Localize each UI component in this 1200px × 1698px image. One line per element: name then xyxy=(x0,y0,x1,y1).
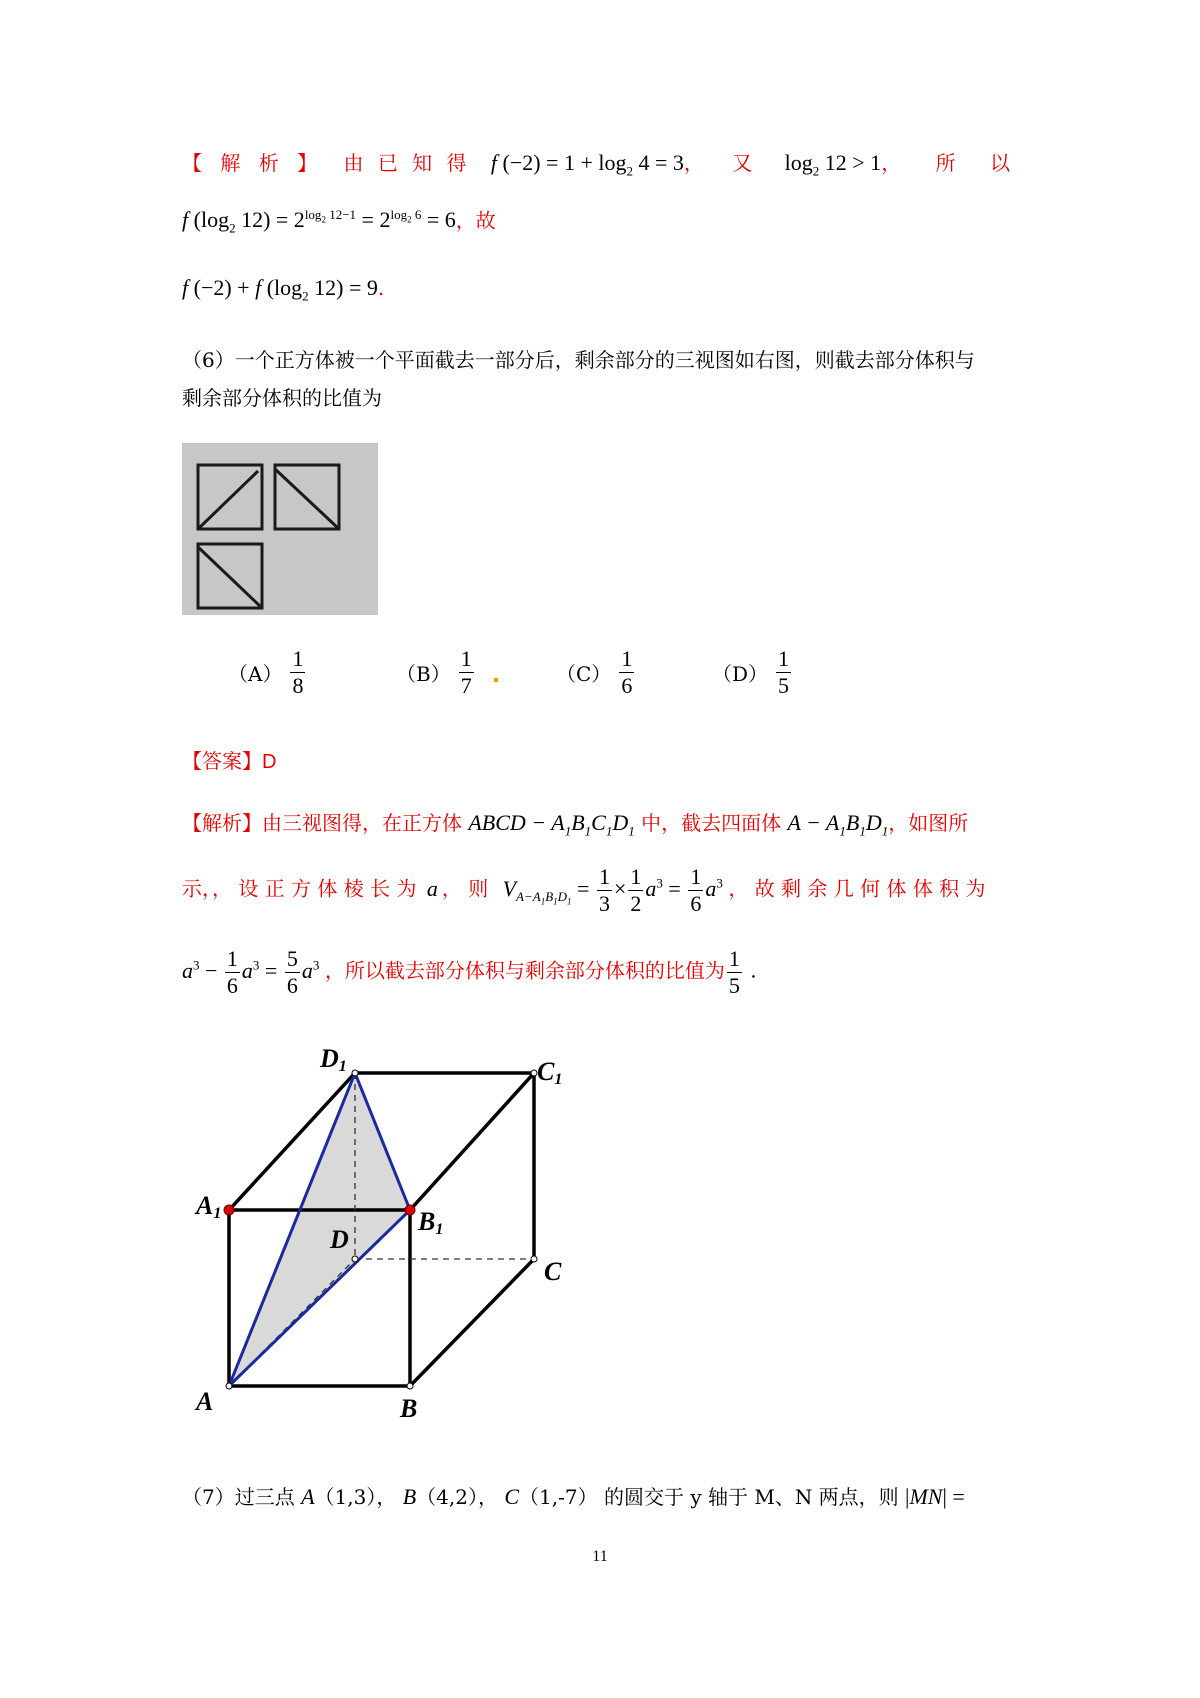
label-A1: A1 xyxy=(196,1191,222,1222)
three-view-figure xyxy=(182,443,378,615)
label-A: A xyxy=(196,1387,214,1416)
prev-text-4: 故 xyxy=(475,208,496,233)
formula-cube-name: ABCD − $A_1B_1C_1D_1$ xyxy=(468,810,635,839)
option-c-den: 6 xyxy=(621,673,633,698)
orange-dot-mark xyxy=(494,678,498,682)
var-a: a xyxy=(426,875,438,901)
prev-analysis-line2: f ($\log_2$ $12) = 2^{log_2 12-1} = 2^{log_2 6} = 6$，故 xyxy=(182,207,496,236)
q6-number: （6） xyxy=(182,348,235,372)
option-d[interactable] xyxy=(712,648,793,697)
option-c-num: 1 xyxy=(621,646,633,671)
page-number: 11 xyxy=(592,1548,608,1565)
prev-text-2: 又 xyxy=(732,151,753,175)
label-C1: C1 xyxy=(537,1057,563,1088)
formula-ratio: $\frac{1}{5}$ xyxy=(728,946,740,998)
option-a-den: 8 xyxy=(292,673,304,698)
label-C: C xyxy=(544,1257,562,1286)
label-D1: D1 xyxy=(320,1044,347,1075)
q7-point-c: C xyxy=(504,1484,520,1509)
formula-f-log12: f ($\log_2$ $12) = 2^{log_2 12-1} = 2^{log_2 6} = 6$ xyxy=(182,207,456,236)
option-d-den: 5 xyxy=(778,673,790,698)
formula-f-neg2: f $(-2) = 1 + \log_2 4 = 3$ xyxy=(490,150,684,179)
answer-label: 【答案】 xyxy=(182,749,262,773)
formula-log12: $\log_2 12 > 1$ xyxy=(784,150,882,179)
q6-analysis-line2 xyxy=(182,866,1024,917)
shaded-section xyxy=(229,1073,410,1386)
analysis-label: 【 解 析 】 xyxy=(182,151,324,175)
analysis-b3: ， 故 剩 余 几 何 体 体 积 为 xyxy=(728,876,986,901)
formula-remaining: $a^3$ − $\frac{1}{6}$ $a^3$ = $\frac{5}{6}$ $a^3$ xyxy=(182,946,320,998)
q7-point-a: A xyxy=(301,1484,315,1509)
option-b-den: 7 xyxy=(460,673,472,698)
option-a[interactable] xyxy=(228,648,307,697)
cube-figure xyxy=(182,1030,602,1434)
analysis-label-2: 【解析】 xyxy=(182,811,262,835)
q6-text-line1: 一个正方体被一个平面截去一部分后，剩余部分的三视图如右图，则截去部分体积与 xyxy=(234,348,975,372)
formula-sum: f (−2) + f ($\log_2$ 12) = 9 xyxy=(182,275,378,304)
option-b[interactable] xyxy=(396,648,498,697)
label-B1: B1 xyxy=(418,1207,444,1238)
q7-a-coord: （1,3）， xyxy=(314,1485,397,1509)
analysis-a1: 由三视图得，在正方体 xyxy=(262,811,462,835)
q6-stem xyxy=(182,341,1024,417)
prev-text-1: 由 已 知 得 xyxy=(343,151,471,175)
label-B: B xyxy=(400,1394,418,1423)
prev-analysis-line1: 【 解 析 】 由 已 知 得 f $(-2) = 1 + \log_2 4 = 3$， 又 $\log_2 12 > 1$， 所 以 xyxy=(182,150,1024,179)
q6-analysis-line3 xyxy=(182,948,1024,997)
option-c[interactable] xyxy=(556,648,636,697)
q7-number: （7） xyxy=(182,1485,235,1509)
q7-c-coord: （1,-7） xyxy=(519,1485,598,1509)
prev-text-3: 所 以 xyxy=(935,151,1024,175)
q7-stem xyxy=(182,1482,1024,1512)
analysis-b1: 示，， 设 正 方 体 棱 长 为 xyxy=(182,876,417,901)
answer-value: D xyxy=(262,751,277,773)
q7-point-b: B xyxy=(402,1484,417,1509)
analysis-c1: ，所以截去部分体积与剩余部分体积的比值为 xyxy=(324,958,725,983)
analysis-a2: 中，截去四面体 xyxy=(641,811,782,835)
formula-mn: |MN| = xyxy=(905,1484,965,1509)
option-c-label: （C） xyxy=(556,662,612,686)
option-d-label: （D） xyxy=(712,662,769,686)
q6-text-line2: 剩余部分体积的比值为 xyxy=(182,386,382,410)
option-b-num: 1 xyxy=(460,646,472,671)
prev-dot: . xyxy=(377,276,385,300)
q7-text-2: 的圆交于 y 轴于 M、N 两点，则 xyxy=(603,1485,899,1509)
formula-volume: $V_{A-A_1B_1D_1}$ = $\frac{1}{3}$ × $\frac{1}{2}$ $a^3$ = $\frac{1}{6}$ $a^3$ xyxy=(502,864,723,916)
option-a-num: 1 xyxy=(292,646,304,671)
label-D: D xyxy=(330,1225,349,1254)
analysis-c2: . xyxy=(750,958,757,983)
formula-tetra-name: $A - A_1B_1D_1$ xyxy=(787,810,889,839)
analysis-b2: ， 则 xyxy=(441,876,489,901)
option-a-label: （A） xyxy=(228,662,283,686)
option-b-label: （B） xyxy=(396,662,451,686)
analysis-a3: ，如图所 xyxy=(888,811,969,835)
q6-answer xyxy=(182,746,1024,777)
q7-b-coord: （4,2）， xyxy=(416,1485,498,1509)
option-d-num: 1 xyxy=(778,646,790,671)
prev-analysis-line3 xyxy=(182,273,1024,311)
q6-analysis-line1 xyxy=(182,808,1024,846)
q7-text-1: 过三点 xyxy=(234,1485,295,1509)
